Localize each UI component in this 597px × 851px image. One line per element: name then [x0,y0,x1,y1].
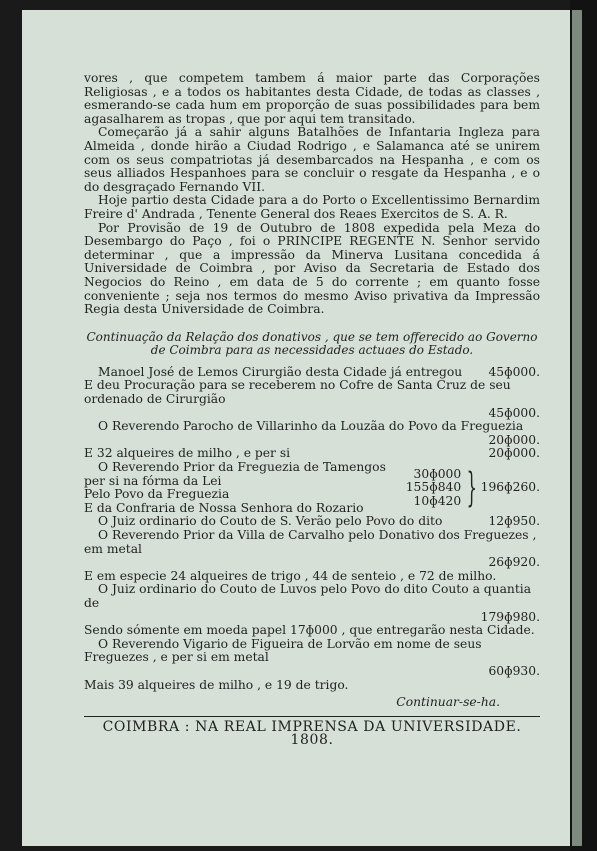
donation-text: O Reverendo Prior da Freguezia de Tamengos per si na fórma da Lei [84,460,386,488]
donation-text: O Reverendo Vigario de Figueira de Lorvão em nome de seus Freguezes , e per si em metal [84,636,482,665]
donation-row [84,583,540,624]
section-title: Continuação da Relação dos donativos , que se tem offerecido ao Governo de Coimbra para as necessidades actuaes do Estado. [86,329,538,358]
donation-text: E deu Procuração para se receberem no Cofre de Santa Cruz de seu ordenado de Cirurgião [84,378,511,407]
donation-text: E em especie 24 alqueires de trigo , 44 de senteio , e 72 de milho. [84,568,497,583]
donation-row [84,638,540,679]
donation-text: Mais 39 alqueires de milho , e 19 de trigo. [84,677,349,692]
paragraph-1: vores , que competem tambem á maior parte das Corporações Religiosas , e a todos os habitantes desta Cidade, de todas as classes , esmerando-se cada hum em proporção de suas possibilidades para bem agasalharem as tropas , que por aqui tem transitado. [84,71,540,126]
donation-amount: 20ɸ000. [488,446,540,461]
donation-text: Sendo sómente em moeda papel 17ɸ000 , que entregarão nesta Cidade. [84,623,535,638]
donation-amount: 45ɸ000. [488,405,540,420]
donation-text: Pelo Povo da Freguezia [84,487,230,502]
donation-amount: 45ɸ000. [488,364,540,379]
donation-amount: 30ɸ000 [413,466,462,481]
paragraph-3: Hoje partio desta Cidade para a do Porto o Excellentissimo Bernardim Freire d' Andrada , Tenente General dos Reaes Exercitos de S. A. R. [84,193,540,221]
facing-page-edge [570,0,597,851]
donation-row [84,515,540,529]
donation-row [84,447,540,461]
donation-text: E 32 alqueires de milho , e per si [84,446,291,461]
paragraph-2: Começarão já a sahir alguns Batalhões de Infantaria Ingleza para Almeida , donde hirão a Ciudad Rodrigo , e Salamanca até se unirem com os seus compatriotas já desembarcados na Hespanha , e com os seus alliados Hespanhoes para se concluir o resgate da Hespanha , e o do desgraçado Fernando VII. [84,125,540,194]
donation-row [84,679,540,693]
donation-row [84,420,540,447]
donation-row [84,529,540,570]
donation-text: Manoel José de Lemos Cirurgião desta Cidade já entregou [98,364,463,379]
brace-glyph: } [466,465,478,512]
donation-text: E da Confraria de Nossa Senhora do Rozario [84,500,364,515]
donation-amount: 10ɸ420 [413,494,462,509]
donation-row [84,570,540,584]
donation-total: 196ɸ260. [480,480,540,495]
continuation-note: Continuar-se-ha. [396,695,500,710]
page-text [84,72,540,748]
imprint-line: COIMBRA : NA REAL IMPRENSA DA UNIVERSIDADE. 1808. [102,718,522,749]
donation-amount: 20ɸ000. [488,432,540,447]
donation-amount: 60ɸ930. [488,663,540,678]
donation-text: O Reverendo Parocho de Villarinho da Louzãa do Povo da Freguezia [98,419,524,434]
donation-row [84,624,540,638]
donation-amount: 26ɸ920. [488,555,540,570]
paragraph-4: Por Provisão de 19 de Outubro de 1808 expedida pela Meza do Desembargo do Paço , foi o PRINCIPE REGENTE N. Senhor servido determinar , que a impressão da Minerva Lusitana concedida á Universidade de Coimbra , por Aviso da Secretaria de Estado dos Negocios do Reino , em data de 5 do corrente ; em quanto fosse conveniente ; seja nos termos do mesmo Aviso privativa da Impressão Regia desta Universidade de Coimbra. [84,220,540,317]
donation-amount: 155ɸ840 [405,480,462,495]
page-sliver [572,10,582,846]
donation-row [84,366,540,380]
donation-text: O Juiz ordinario do Couto de Luvos pelo Povo do dito Couto a quantia de [84,582,532,610]
donation-amount: 12ɸ950. [488,514,540,529]
donation-text: O Reverendo Prior da Villa de Carvalho pelo Donativo dos Freguezes , em metal [84,528,537,556]
donation-row [84,379,540,420]
horizontal-rule [84,716,540,717]
donation-amount: 179ɸ980. [480,609,540,624]
donation-text: O Juiz ordinario do Couto de S. Verão pelo Povo do dito [98,514,443,529]
donation-group [84,461,540,515]
